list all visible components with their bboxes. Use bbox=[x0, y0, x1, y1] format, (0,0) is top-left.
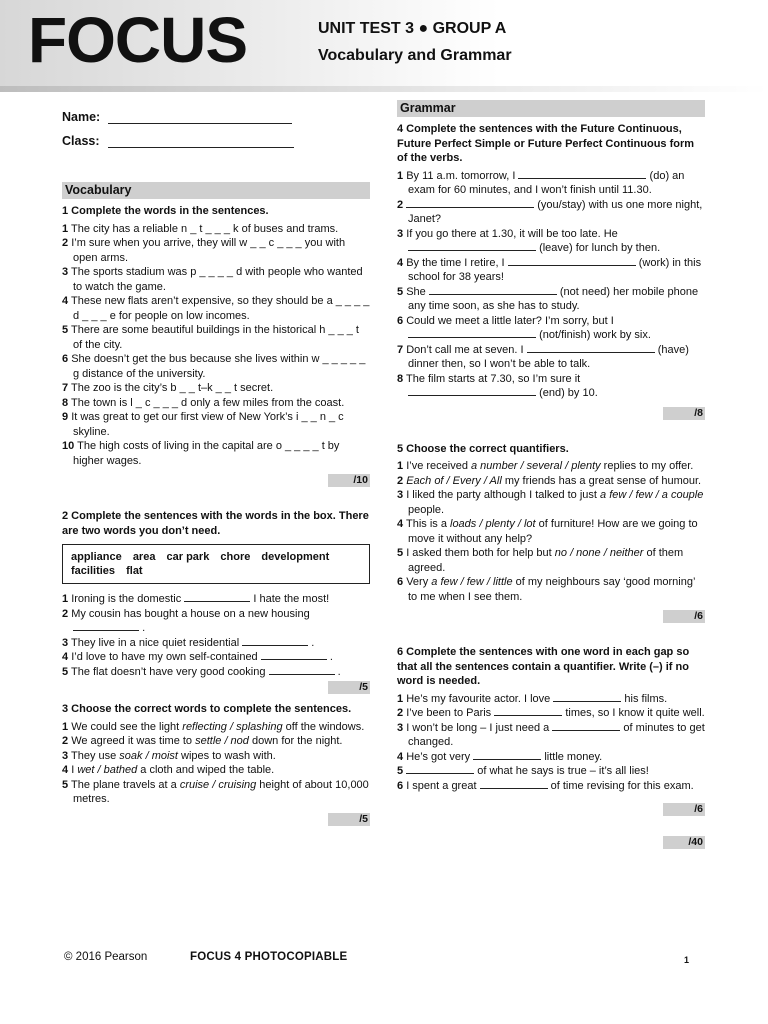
item-text-before: The flat doesn’t have very good cooking bbox=[70, 665, 266, 678]
box-word: chore bbox=[220, 551, 251, 563]
list-item bbox=[62, 265, 370, 294]
class-line[interactable] bbox=[108, 136, 294, 148]
item-text-after: little money. bbox=[544, 750, 603, 763]
ex2-score: /5 bbox=[328, 681, 370, 694]
item-text-before: I spent a great bbox=[406, 779, 477, 792]
answer-options[interactable]: wet / bathed bbox=[77, 764, 138, 776]
item-number: 3 bbox=[62, 749, 69, 762]
item-number: 4 bbox=[62, 295, 69, 307]
answer-gap[interactable] bbox=[408, 386, 536, 396]
list-item bbox=[397, 692, 705, 707]
item-text: The city has a reliable n _ t _ _ _ k of buses and trams. bbox=[70, 222, 339, 235]
item-text-before: She bbox=[406, 285, 426, 298]
item-number: 1 bbox=[62, 593, 69, 605]
answer-gap[interactable] bbox=[408, 241, 536, 251]
list-item bbox=[62, 763, 370, 778]
item-text-after: (leave) for lunch by then. bbox=[539, 242, 661, 254]
item-text: The high costs of living in the capital are o _ _ _ _ t by higher wages. bbox=[73, 440, 340, 467]
footer-label: FOCUS 4 PHOTOCOPIABLE bbox=[190, 951, 348, 963]
ex3-score: /5 bbox=[328, 813, 370, 826]
item-text-before: Ironing is the domestic bbox=[71, 593, 182, 605]
header-rule bbox=[0, 86, 768, 92]
item-text-after: of them agreed. bbox=[408, 547, 684, 574]
list-item bbox=[397, 314, 705, 343]
item-number: 4 bbox=[397, 256, 404, 269]
ex6-score: /6 bbox=[663, 803, 705, 816]
answer-gap[interactable] bbox=[242, 636, 308, 646]
answer-gap[interactable] bbox=[527, 343, 655, 353]
answer-gap[interactable] bbox=[552, 721, 620, 731]
answer-gap[interactable] bbox=[508, 256, 636, 266]
item-text-before: The film starts at 7.30, so I’m sure it bbox=[405, 372, 581, 385]
item-number: 4 bbox=[62, 651, 69, 663]
ex2-instruction: 2 Complete the sentences with the words in the box. There are two words you don’t need. bbox=[62, 510, 369, 537]
list-item bbox=[62, 323, 370, 352]
item-text: She doesn’t get the bus because she lives within w _ _ _ _ _ g distance of the university. bbox=[71, 353, 366, 380]
answer-gap[interactable] bbox=[73, 621, 139, 631]
focus-logo: FOCUS bbox=[28, 4, 247, 76]
list-item bbox=[62, 396, 370, 411]
list-item bbox=[62, 636, 370, 651]
class-label: Class: bbox=[62, 133, 100, 148]
item-number: 6 bbox=[397, 314, 404, 327]
item-text-after: wipes to wash with. bbox=[177, 749, 276, 762]
item-text-after: . bbox=[329, 651, 333, 663]
item-number: 2 bbox=[397, 474, 404, 487]
item-text: The sports stadium was p _ _ _ _ d with people who wanted to watch the game. bbox=[70, 266, 363, 293]
item-number: 8 bbox=[397, 372, 404, 385]
item-number: 3 bbox=[397, 721, 404, 734]
item-number: 3 bbox=[397, 489, 404, 501]
list-item bbox=[397, 750, 705, 765]
answer-gap[interactable] bbox=[406, 764, 474, 774]
item-number: 2 bbox=[397, 198, 404, 211]
item-text-after: (do) an exam for 60 minutes, and I won’t finish until 11.30. bbox=[408, 169, 685, 196]
name-line[interactable] bbox=[108, 112, 292, 124]
item-number: 1 bbox=[62, 222, 69, 235]
answer-options[interactable]: reflecting / splashing bbox=[182, 720, 283, 733]
item-number: 4 bbox=[397, 750, 404, 763]
item-text-before: This is a bbox=[405, 518, 450, 530]
item-number: 4 bbox=[397, 518, 404, 530]
total-score: /40 bbox=[663, 836, 705, 849]
list-item bbox=[397, 343, 705, 372]
list-item bbox=[397, 285, 705, 314]
item-text-after: replies to my offer. bbox=[600, 460, 694, 472]
box-word: flat bbox=[126, 565, 143, 577]
answer-options[interactable]: a number / several / plenty bbox=[471, 460, 601, 472]
item-number: 5 bbox=[62, 665, 69, 678]
answer-gap[interactable] bbox=[494, 706, 562, 716]
name-label: Name: bbox=[62, 109, 101, 124]
list-item bbox=[397, 488, 705, 517]
item-text-after: height of about 10,000 metres. bbox=[73, 778, 369, 805]
item-text-before: He’s got very bbox=[406, 750, 471, 763]
ex4-score: /8 bbox=[663, 407, 705, 420]
answer-options[interactable]: loads / plenty / lot bbox=[450, 518, 536, 530]
item-text-before: I asked them both for help but bbox=[406, 547, 555, 559]
grammar-heading: Grammar bbox=[397, 100, 705, 117]
left-column bbox=[62, 100, 370, 826]
item-text-before: Don’t call me at seven. I bbox=[406, 343, 524, 356]
item-text-before: He’s my favourite actor. I love bbox=[406, 692, 551, 705]
item-number: 5 bbox=[397, 765, 404, 777]
item-text-after: of what he says is true – it’s all lies! bbox=[477, 765, 649, 777]
item-text-before: If you go there at 1.30, it will be too late. He bbox=[406, 227, 618, 240]
item-text-before: My cousin has bought a house on a new housing bbox=[71, 607, 310, 620]
box-word: car park bbox=[166, 551, 210, 563]
ex2-list bbox=[62, 592, 370, 679]
answer-gap[interactable] bbox=[261, 650, 327, 660]
ex6-instruction: 6 Complete the sentences with one word in each gap so that all the sentences contain a quantifier. Write (–) if no word is needed. bbox=[397, 646, 690, 687]
item-text-after: of time revising for this exam. bbox=[550, 779, 694, 792]
item-text-before: I bbox=[71, 764, 78, 776]
item-number: 2 bbox=[62, 607, 69, 620]
list-item bbox=[62, 294, 370, 323]
list-item bbox=[397, 546, 705, 575]
item-text-after: (not/finish) work by six. bbox=[539, 329, 651, 341]
item-text-before: I’d love to have my own self-contained bbox=[71, 651, 258, 663]
item-text: I’m sure when you arrive, they will w _ _ c _ _ _ you with open arms. bbox=[71, 237, 346, 264]
item-text-before: We could see the light bbox=[71, 720, 183, 733]
answer-options[interactable]: settle / nod bbox=[195, 735, 249, 747]
item-text-after: (not need) her mobile phone any time soon, as she has to study. bbox=[408, 285, 699, 312]
list-item bbox=[397, 779, 705, 794]
item-text-after: . bbox=[142, 622, 146, 634]
list-item bbox=[62, 749, 370, 764]
list-item bbox=[62, 778, 370, 807]
item-number: 3 bbox=[397, 227, 404, 240]
answer-gap[interactable] bbox=[473, 750, 541, 760]
item-number: 6 bbox=[397, 779, 404, 792]
box-word: area bbox=[132, 551, 156, 563]
item-number: 6 bbox=[397, 576, 404, 588]
answer-options[interactable]: Each of / Every / All bbox=[406, 474, 502, 487]
item-text-after: . bbox=[311, 636, 315, 649]
list-item bbox=[62, 439, 370, 468]
item-text-after: of furniture! How are we going to move it without any help? bbox=[408, 518, 698, 545]
box-word: facilities bbox=[71, 565, 116, 577]
list-item bbox=[397, 227, 705, 256]
list-item bbox=[62, 720, 370, 735]
box-word: appliance bbox=[71, 551, 122, 563]
item-number: 5 bbox=[397, 285, 404, 298]
item-text-after: down for the night. bbox=[248, 735, 343, 747]
list-item bbox=[397, 764, 705, 779]
list-item bbox=[62, 734, 370, 749]
item-number: 7 bbox=[62, 382, 69, 394]
item-text-before: They live in a nice quiet residential bbox=[70, 636, 240, 649]
item-number: 2 bbox=[62, 735, 69, 747]
item-text-after: my friends has a great sense of humour. bbox=[501, 474, 702, 487]
item-number: 5 bbox=[62, 324, 69, 336]
item-text-before: I’ve received bbox=[406, 460, 471, 472]
word-box bbox=[62, 544, 370, 584]
item-number: 1 bbox=[397, 692, 404, 705]
list-item bbox=[62, 592, 370, 607]
list-item bbox=[62, 381, 370, 396]
item-number: 2 bbox=[62, 237, 69, 249]
item-number: 1 bbox=[397, 169, 404, 182]
item-text-after: his films. bbox=[624, 692, 668, 705]
list-item bbox=[397, 459, 705, 474]
item-number: 5 bbox=[62, 778, 69, 791]
item-text-before: We agreed it was time to bbox=[71, 735, 196, 747]
item-number: 2 bbox=[397, 707, 404, 719]
ex5-list bbox=[397, 459, 705, 604]
list-item bbox=[397, 198, 705, 227]
item-text-before: I won’t be long – I just need a bbox=[406, 721, 550, 734]
answer-gap[interactable] bbox=[429, 285, 557, 295]
list-item bbox=[62, 665, 370, 680]
vocabulary-heading: Vocabulary bbox=[62, 182, 370, 199]
list-item bbox=[397, 517, 705, 546]
item-text-after: I hate the most! bbox=[253, 593, 330, 605]
answer-options[interactable]: cruise / cruising bbox=[179, 778, 257, 791]
ex1-list bbox=[62, 222, 370, 469]
ex3-list bbox=[62, 720, 370, 807]
ex5-instruction: 5 Choose the correct quantifiers. bbox=[397, 442, 569, 455]
item-number: 8 bbox=[62, 396, 69, 409]
ex6-list bbox=[397, 692, 705, 794]
list-item bbox=[397, 256, 705, 285]
list-item bbox=[397, 372, 705, 401]
list-item bbox=[62, 650, 370, 665]
test-subtitle: Vocabulary and Grammar bbox=[318, 47, 512, 64]
item-text: The zoo is the city’s b _ _ t–k _ _ t secret. bbox=[70, 382, 274, 394]
ex4-list bbox=[397, 169, 705, 401]
item-text-before: The plane travels at a bbox=[70, 778, 180, 791]
list-item bbox=[62, 410, 370, 439]
answer-gap[interactable] bbox=[553, 692, 621, 702]
page-number: 1 bbox=[684, 955, 690, 965]
item-text-after: times, so I know it quite well. bbox=[565, 707, 705, 719]
list-item bbox=[397, 169, 705, 198]
class-field[interactable] bbox=[62, 129, 370, 148]
ex1-instruction: 1 Complete the words in the sentences. bbox=[62, 205, 269, 217]
item-text-before: They use bbox=[70, 749, 120, 762]
list-item bbox=[62, 222, 370, 237]
ex3-instruction: 3 Choose the correct words to complete the sentences. bbox=[62, 703, 352, 715]
item-text: These new flats aren’t expensive, so they should be a _ _ _ _ d _ _ _ e for people on low incomes. bbox=[70, 295, 370, 322]
item-text-before: Very bbox=[406, 576, 432, 588]
answer-gap[interactable] bbox=[480, 779, 548, 789]
item-text-after: of my neighbours say ‘good morning’ to me when I see them. bbox=[408, 576, 695, 603]
item-number: 3 bbox=[62, 266, 69, 278]
answer-options[interactable]: a few / few / little bbox=[431, 576, 513, 588]
item-text-before: Could we meet a little later? I’m sorry, but I bbox=[406, 314, 614, 327]
answer-options[interactable]: soak / moist bbox=[119, 749, 178, 762]
item-number: 3 bbox=[62, 636, 69, 649]
answer-gap[interactable] bbox=[518, 169, 646, 179]
item-number: 6 bbox=[62, 353, 69, 365]
list-item bbox=[397, 721, 705, 750]
item-number: 7 bbox=[397, 343, 404, 356]
item-number: 9 bbox=[62, 411, 69, 423]
answer-gap[interactable] bbox=[408, 328, 536, 338]
box-word: development bbox=[261, 551, 330, 563]
item-number: 4 bbox=[62, 764, 69, 776]
answer-options[interactable]: no / none / neither bbox=[554, 547, 644, 559]
test-title: UNIT TEST 3 ● GROUP A bbox=[318, 20, 507, 37]
item-text-after: of minutes to get changed. bbox=[408, 721, 705, 748]
ex1-score: /10 bbox=[328, 474, 370, 487]
list-item bbox=[397, 706, 705, 721]
item-text-after: (end) by 10. bbox=[539, 387, 598, 399]
footer-copyright: © 2016 Pearson bbox=[64, 951, 148, 963]
item-number: 1 bbox=[62, 720, 69, 733]
item-number: 5 bbox=[397, 547, 404, 559]
answer-gap[interactable] bbox=[406, 198, 534, 208]
item-text-before: By the time I retire, I bbox=[406, 256, 505, 269]
name-field[interactable] bbox=[62, 105, 370, 124]
answer-gap[interactable] bbox=[269, 665, 335, 675]
answer-options[interactable]: a few / few / a couple bbox=[600, 489, 704, 501]
item-text: It was great to get our first view of New York’s i _ _ n _ c skyline. bbox=[71, 411, 344, 438]
item-text: There are some beautiful buildings in the historical h _ _ _ t of the city. bbox=[70, 324, 359, 351]
list-item bbox=[397, 575, 705, 604]
list-item bbox=[397, 474, 705, 489]
item-number: 10 bbox=[62, 440, 75, 452]
list-item bbox=[62, 352, 370, 381]
answer-gap[interactable] bbox=[184, 592, 250, 602]
item-text-after: (have) dinner then, so I won’t be able to talk. bbox=[408, 343, 689, 370]
ex5-score: /6 bbox=[663, 610, 705, 623]
item-text: The town is l _ c _ _ _ d only a few miles from the coast. bbox=[70, 396, 345, 409]
item-text-after: a cloth and wiped the table. bbox=[137, 764, 275, 776]
list-item bbox=[62, 236, 370, 265]
item-text-after: (work) in this school for 38 years! bbox=[408, 256, 702, 283]
item-text-after: people. bbox=[408, 503, 445, 516]
item-text-before: I liked the party although I talked to just bbox=[406, 489, 601, 501]
item-text-before: By 11 a.m. tomorrow, I bbox=[406, 169, 516, 182]
list-item bbox=[62, 607, 370, 636]
ex4-instruction: 4 Complete the sentences with the Future Continuous, Future Perfect Simple or Future Perfect Continuous form of the verbs. bbox=[397, 123, 695, 164]
right-column bbox=[397, 100, 705, 849]
item-number: 1 bbox=[397, 460, 404, 472]
item-text-after: off the windows. bbox=[282, 720, 365, 733]
item-text-after: (you/stay) with us one more night, Janet? bbox=[408, 198, 703, 225]
item-text-after: . bbox=[337, 665, 341, 678]
item-text-before: I’ve been to Paris bbox=[406, 707, 492, 719]
